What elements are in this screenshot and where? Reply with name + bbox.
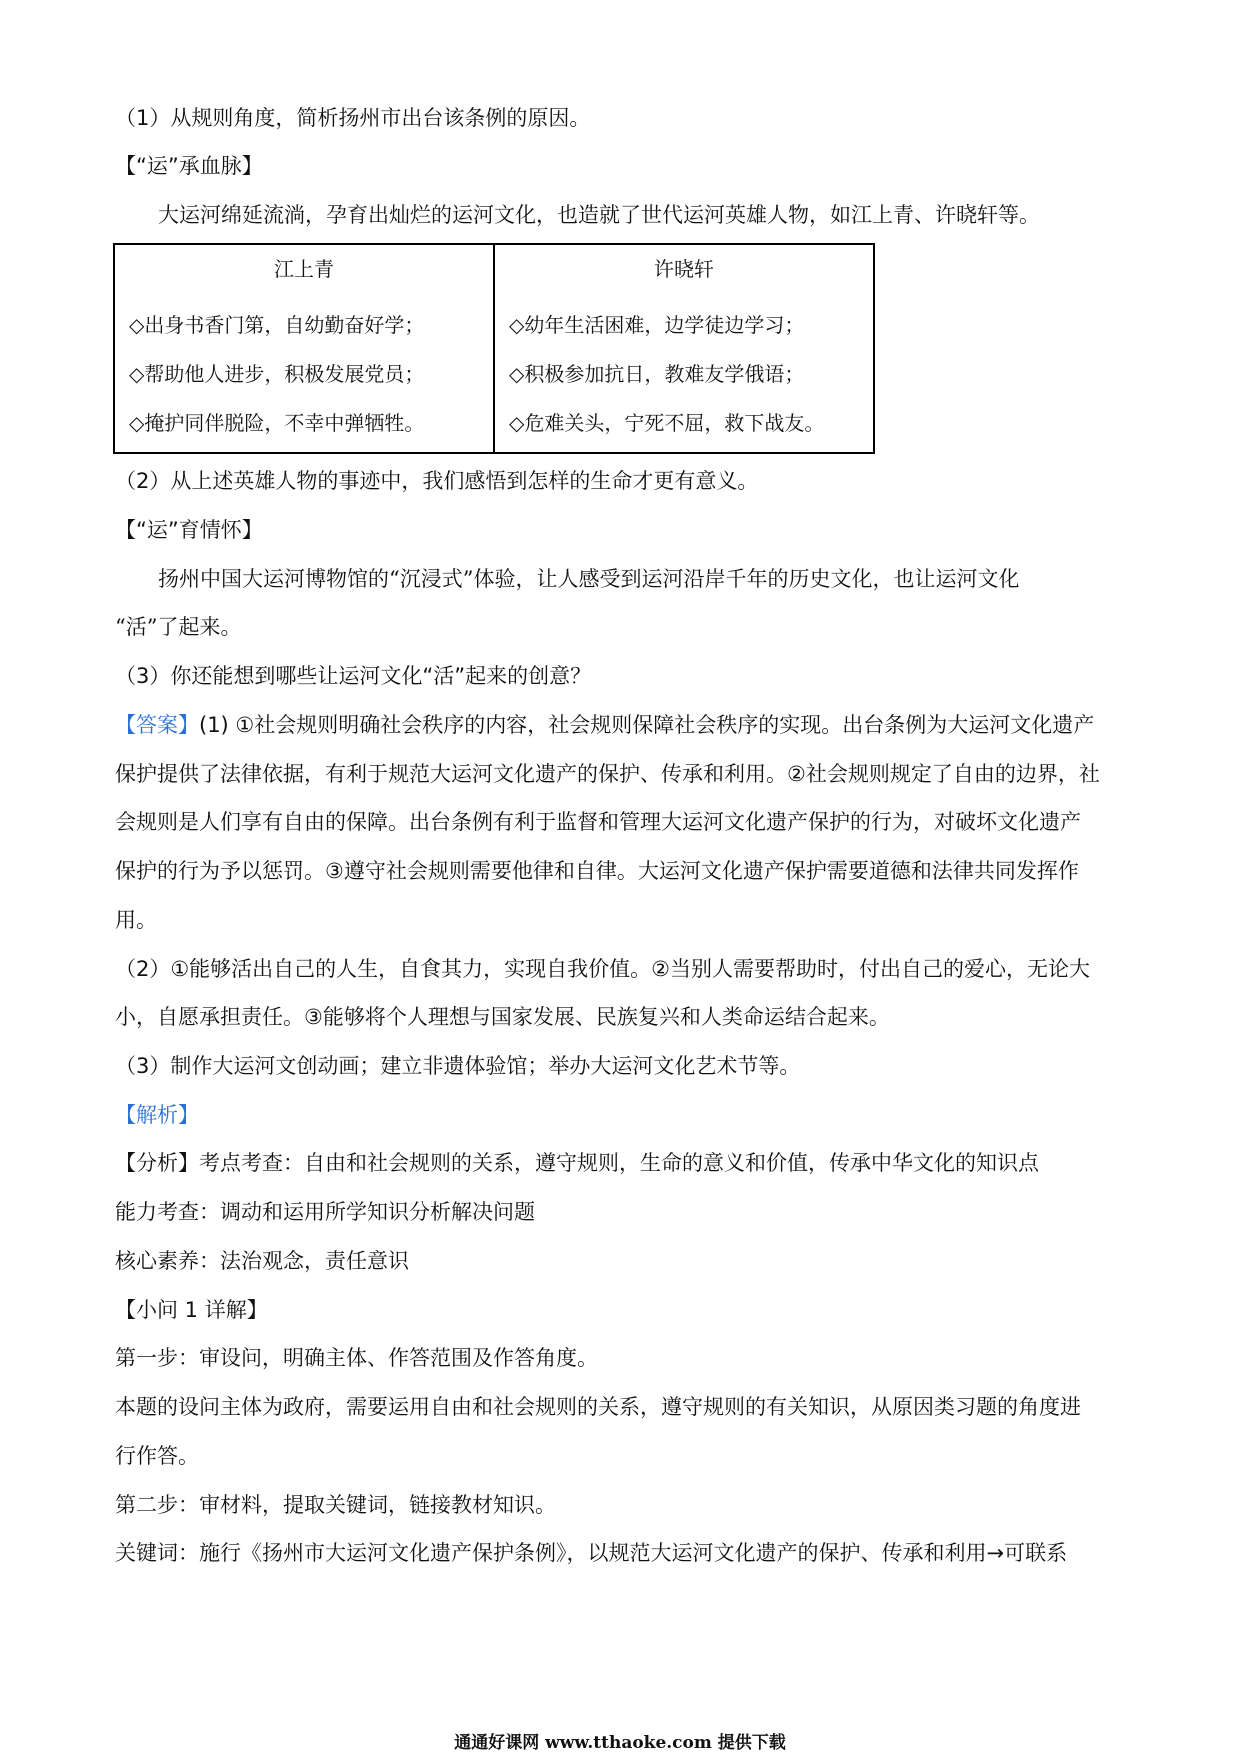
hero-cell-right [494, 244, 874, 453]
footer-credit: 通通好课网 www.tthaoke.com 提供下载 [454, 1733, 786, 1753]
hero-name-left: 江上青 [274, 257, 334, 281]
answer-text: 保护提供了法律依据，有利于规范大运河文化遗产的保护、传承和利用。②社会规则规定了自由的边界，社 [115, 762, 1100, 786]
step-1-body: 行作答。 [115, 1444, 199, 1468]
step-2: 第二步：审材料，提取关键词，链接教材知识。 [115, 1493, 556, 1517]
question-3: （3）你还能想到哪些让运河文化“活”起来的创意？ [115, 664, 592, 688]
hero-right-item: ◇幼年生活困难，边学徒边学习； [509, 313, 805, 337]
intro-paragraph: 大运河绵延流淌，孕育出灿烂的运河文化，也造就了世代运河英雄人物，如江上青、许晓轩等。 [158, 203, 1040, 227]
museum-paragraph: 扬州中国大运河博物馆的“沉浸式”体验，让人感受到运河沿岸千年的历史文化，也让运河文化 [158, 567, 1020, 591]
answer-label: 【答案】 [115, 713, 199, 737]
question-1: （1）从规则角度，简析扬州市出台该条例的原因。 [115, 106, 591, 130]
heroes-table [113, 243, 875, 454]
answer-text: 用。 [115, 908, 157, 932]
analysis-label: 【解析】 [115, 1103, 199, 1127]
hero-name-right: 许晓轩 [654, 257, 714, 281]
answer-text: 会规则是人们享有自由的保障。出台条例有利于监督和管理大运河文化遗产保护的行为，对破坏文化遗产 [115, 810, 1081, 834]
step-1-body: 本题的设问主体为政府，需要运用自由和社会规则的关系，遵守规则的有关知识，从原因类习题的角度进 [115, 1395, 1081, 1419]
hero-left-item: ◇出身书香门第，自幼勤奋好学； [129, 313, 425, 337]
section-heading-blood: 【“运”承血脉】 [115, 154, 263, 178]
hero-right-item: ◇积极参加抗日，教难友学俄语； [509, 362, 805, 386]
question-2: （2）从上述英雄人物的事迹中，我们感悟到怎样的生命才更有意义。 [115, 469, 759, 493]
hero-left-item: ◇帮助他人进步，积极发展党员； [129, 362, 425, 386]
hero-right-item: ◇危难关头，宁死不屈，救下战友。 [509, 411, 825, 435]
step-1: 第一步：审设问，明确主体、作答范围及作答角度。 [115, 1346, 598, 1370]
hero-cell-left [114, 244, 494, 453]
hero-left-item: ◇掩护同伴脱险，不幸中弹牺牲。 [129, 411, 425, 435]
answer-text: 保护的行为予以惩罚。③遵守社会规则需要他律和自律。大运河文化遗产保护需要道德和法律共同发挥作 [115, 859, 1079, 883]
answer-text: (1) ①社会规则明确社会秩序的内容，社会规则保障社会秩序的实现。出台条例为大运河文化遗产 [199, 713, 1095, 737]
answer-2-text: 小，自愿承担责任。③能够将个人理想与国家发展、民族复兴和人类命运结合起来。 [115, 1005, 890, 1029]
answer-line [115, 710, 1094, 740]
core-line: 核心素养：法治观念，责任意识 [115, 1249, 409, 1273]
keywords-line: 关键词：施行《扬州市大运河文化遗产保护条例》，以规范大运河文化遗产的保护、传承和利用→可联系 [115, 1541, 1068, 1565]
section-heading-feeling: 【“运”育情怀】 [115, 518, 263, 542]
sub-question-heading: 【小问 1 详解】 [115, 1298, 268, 1322]
museum-paragraph-cont: “活”了起来。 [115, 615, 242, 639]
answer-3-text: （3）制作大运河文创动画；建立非遗体验馆；举办大运河文化艺术节等。 [115, 1054, 801, 1078]
ability-line: 能力考查：调动和运用所学知识分析解决问题 [115, 1200, 535, 1224]
answer-2-text: （2）①能够活出自己的人生，自食其力，实现自我价值。②当别人需要帮助时，付出自己的爱心，无论大 [115, 957, 1091, 981]
analysis-points: 【分析】考点考查：自由和社会规则的关系，遵守规则，生命的意义和价值，传承中华文化的知识点 [115, 1151, 1039, 1175]
